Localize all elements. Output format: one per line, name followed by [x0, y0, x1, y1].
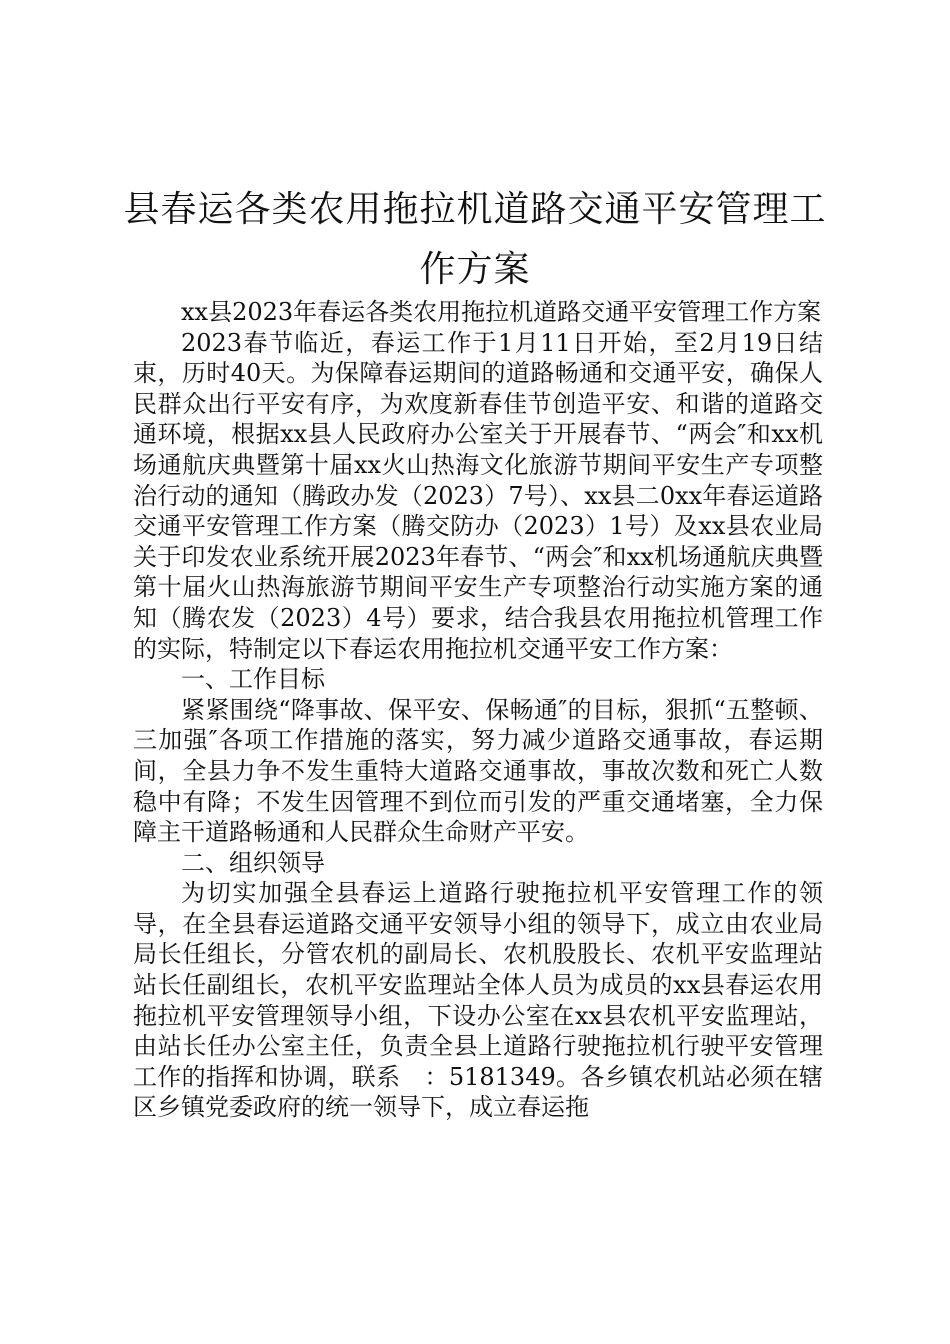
- intro-paragraph: 2023春节临近，春运工作于1月11日开始，至2月19日结束，历时40天。为保障春运期间的道路畅通和交通平安，确保人民群众出行平安有序，为欢度新春佳节创造平安、和谐的道路交通环境，根据xx县人民政府办公室关于开展春节、“两会″和xx机场通航庆典暨第十届xx火山热海文化旅游节期间平安生产专项整治行动的通知（腾政办发（2023）7号）、xx县二0xx年春运道路交通平安管理工作方案（腾交防办（2023）1号）及xx县农业局关于印发农业系统开展2023年春节、“两会″和xx机场通航庆典暨第十届火山热海旅游节期间平安生产专项整治行动实施方案的通知（腾农发（2023）4号）要求，结合我县农用拖拉机管理工作的实际，特制定以下春运农用拖拉机交通平安工作方案：: [133, 328, 823, 663]
- document-body: [133, 297, 823, 1123]
- document-title: 县春运各类农用拖拉机道路交通平安管理工作方案: [123, 189, 827, 290]
- organization-paragraph: 为切实加强全县春运上道路行驶拖拉机平安管理工作的领导，在全县春运道路交通平安领导小组的领导下，成立由农业局局长任组长，分管农机的副局长、农机股股长、农机平安监理站站长任副组长，农机平安监理站全体人员为成员的xx县春运农用拖拉机平安管理领导小组，下设办公室在xx县农机平安监理站，由站长任办公室主任，负责全县上道路行驶拖拉机行驶平安管理工作的指挥和协调，联系 ：5181349。各乡镇农机站必须在辖区乡镇党委政府的统一领导下，成立春运拖: [133, 879, 823, 1122]
- section-heading-goals: 一、工作目标: [181, 665, 325, 694]
- section-heading-organization: 二、组织领导: [181, 848, 325, 877]
- subtitle-paragraph: xx县2023年春运各类农用拖拉机道路交通平安管理工作方案: [181, 298, 822, 326]
- goals-paragraph: 紧紧围绕“降事故、保平安、保畅通″的目标，狠抓“五整顿、三加强″各项工作措施的落实，努力减少道路交通事故，春运期间，全县力争不发生重特大道路交通事故，事故次数和死亡人数稳中有降；不发生因管理不到位而引发的严重交通堵塞，全力保障主干道路畅通和人民群众生命财产平安。: [133, 695, 823, 847]
